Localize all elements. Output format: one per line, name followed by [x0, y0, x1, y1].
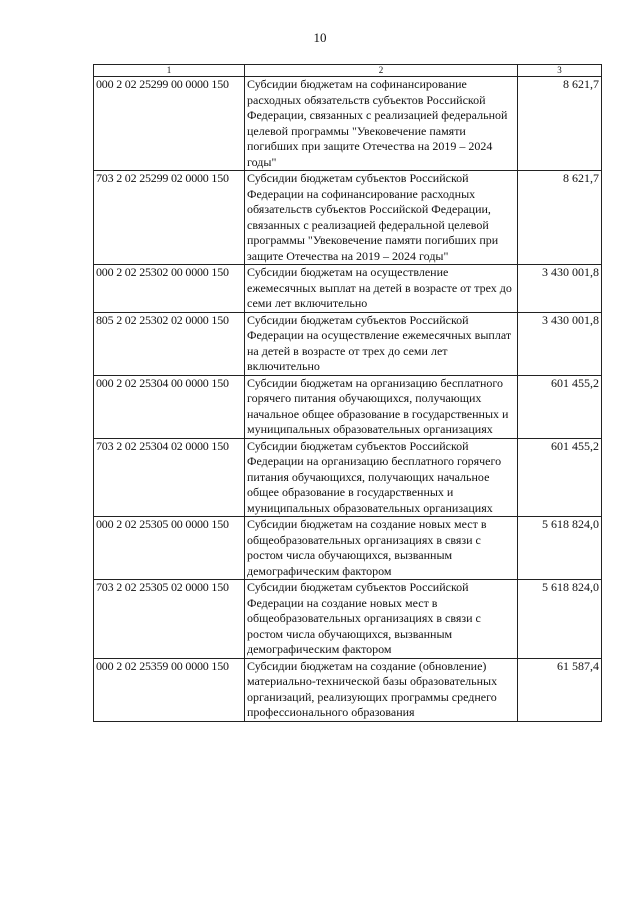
budget-code: 000 2 02 25305 00 0000 150 — [94, 517, 245, 580]
budget-code: 000 2 02 25304 00 0000 150 — [94, 375, 245, 438]
column-header-3: 3 — [518, 65, 602, 77]
budget-amount: 3 430 001,8 — [518, 312, 602, 375]
budget-table — [93, 64, 602, 722]
table-row — [94, 375, 602, 438]
table-row — [94, 580, 602, 659]
budget-description: Субсидии бюджетам на создание новых мест в общеобразовательных организациях в связи с ростом числа обучающихся, вызванным демографическим фактором — [245, 517, 518, 580]
budget-amount: 3 430 001,8 — [518, 265, 602, 313]
budget-description: Субсидии бюджетам на создание (обновление) материально-технической базы образовательных организаций, реализующих программы среднего профессионального образования — [245, 658, 518, 721]
budget-amount: 5 618 824,0 — [518, 580, 602, 659]
budget-amount: 601 455,2 — [518, 438, 602, 517]
budget-code: 000 2 02 25359 00 0000 150 — [94, 658, 245, 721]
table-row — [94, 171, 602, 265]
budget-description: Субсидии бюджетам субъектов Российской Федерации на создание новых мест в общеобразовательных организациях в связи с ростом числа обучающихся, вызванным демографическим фактором — [245, 580, 518, 659]
budget-amount: 8 621,7 — [518, 171, 602, 265]
column-header-2: 2 — [245, 65, 518, 77]
budget-code: 805 2 02 25302 02 0000 150 — [94, 312, 245, 375]
column-header-1: 1 — [94, 65, 245, 77]
budget-amount: 5 618 824,0 — [518, 517, 602, 580]
budget-description: Субсидии бюджетам субъектов Российской Федерации на софинансирование расходных обязательств субъектов Российской Федерации, связанных с реализацией федеральной целевой программы "Увековечение памяти погибших при защите Отечества на 2019 – 2024 годы" — [245, 171, 518, 265]
table-row — [94, 438, 602, 517]
budget-code: 000 2 02 25299 00 0000 150 — [94, 77, 245, 171]
budget-description: Субсидии бюджетам субъектов Российской Федерации на организацию бесплатного горячего питания обучающихся, получающих начальное общее образование в государственных и муниципальных образовательных организациях — [245, 438, 518, 517]
budget-code: 703 2 02 25305 02 0000 150 — [94, 580, 245, 659]
budget-code: 703 2 02 25299 02 0000 150 — [94, 171, 245, 265]
budget-amount: 61 587,4 — [518, 658, 602, 721]
table-row — [94, 312, 602, 375]
budget-amount: 8 621,7 — [518, 77, 602, 171]
page-number: 10 — [313, 30, 327, 45]
budget-amount: 601 455,2 — [518, 375, 602, 438]
table-row — [94, 517, 602, 580]
table-row — [94, 265, 602, 313]
budget-code: 000 2 02 25302 00 0000 150 — [94, 265, 245, 313]
budget-description: Субсидии бюджетам субъектов Российской Федерации на осуществление ежемесячных выплат на детей в возрасте от трех до семи лет включительно — [245, 312, 518, 375]
table-header-row — [94, 65, 602, 77]
budget-description: Субсидии бюджетам на осуществление ежемесячных выплат на детей в возрасте от трех до семи лет включительно — [245, 265, 518, 313]
table-row — [94, 658, 602, 721]
budget-code: 703 2 02 25304 02 0000 150 — [94, 438, 245, 517]
budget-description: Субсидии бюджетам на организацию бесплатного горячего питания обучающихся, получающих начальное общее образование в государственных и муниципальных образовательных организациях — [245, 375, 518, 438]
budget-description: Субсидии бюджетам на софинансирование расходных обязательств субъектов Российской Федерации, связанных с реализацией федеральной целевой программы "Увековечение памяти погибших при защите Отечества на 2019 – 2024 годы" — [245, 77, 518, 171]
table-row — [94, 77, 602, 171]
